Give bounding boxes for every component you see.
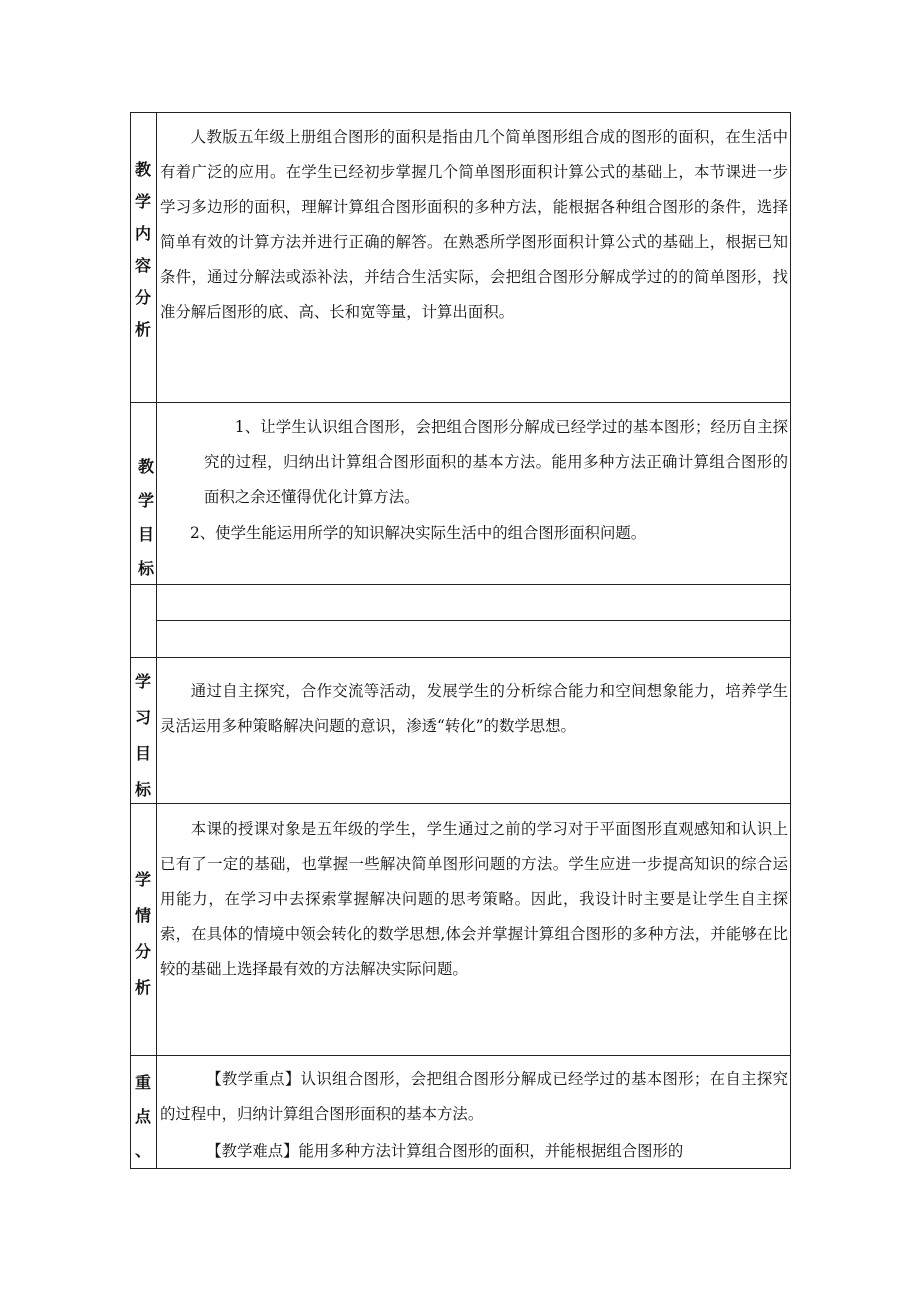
learning-goals-text: 通过自主探究，合作交流等活动，发展学生的分析综合能力和空间想象能力，培养学生灵活运用多种策略解决问题的意识，渗透“转化”的数学思想。	[160, 682, 788, 735]
teaching-goal-2: 2、使学生能运用所学的知识解决实际生活中的组合图形面积问题。	[190, 524, 647, 542]
key-difficulty-text: 【教学难点】能用多种方法计算组合图形的面积，并能根据组合图形的	[206, 1142, 684, 1160]
teaching-goals-label: 教 学 目 标	[137, 457, 154, 578]
teaching-goal-1: 1、让学生认识组合图形，会把组合图形分解成已经学过的基本图形；经历自主探究的过程，归纳出计算组合图形面积的基本方法。能用多种方法正确计算组合图形的面积之余还懂得优化计算方法。	[204, 418, 788, 506]
row-border-3	[157, 620, 791, 621]
learning-goals-label: 学 习 目 标	[134, 672, 151, 799]
key-focus-text: 【教学重点】认识组合图形，会把组合图形分解成已经学过的基本图形；在自主探究的过程中，归纳计算组合图形面积的基本方法。	[160, 1070, 788, 1123]
row-border-5	[130, 803, 791, 804]
content-analysis-label: 教 学 内 容 分 析	[134, 160, 151, 339]
student-analysis-label: 学 情 分 析	[134, 870, 151, 997]
row-border-1	[130, 402, 791, 403]
table-right-border	[790, 112, 791, 1169]
student-analysis-text: 本课的授课对象是五年级的学生，学生通过之前的学习对于平面图形直观感知和认识上已有了一定的基础，也掌握一些解决简单图形问题的方法。学生应进一步提高知识的综合运用能力，在学习中去探索掌握解决问题的思考策略。因此，我设计时主要是让学生自主探索，在具体的情境中领会转化的数学思想,体会并掌握计算组合图形的多种方法，并能够在比较的基础上选择最有效的方法解决实际问题。	[160, 820, 788, 978]
label-column-divider	[156, 112, 157, 1169]
row-border-2	[130, 584, 791, 585]
row-border-6	[130, 1055, 791, 1056]
row-border-4	[130, 657, 791, 658]
table-top-border	[130, 112, 791, 113]
key-points-label: 重 点 、	[134, 1073, 151, 1160]
content-analysis-text: 人教版五年级上册组合图形的面积是指由几个简单图形组合成的图形的面积，在生活中有着广泛的应用。在学生已经初步掌握几个简单图形面积计算公式的基础上，本节课进一步学习多边形的面积，理解计算组合图形面积的多种方法，能根据各种组合图形的条件，选择简单有效的计算方法并进行正确的解答。在熟悉所学图形面积计算公式的基础上，根据已知条件，通过分解法或添补法，并结合生活实际，会把组合图形分解成学过的的简单图形，找准分解后图形的底、高、长和宽等量，计算出面积。	[160, 128, 788, 321]
